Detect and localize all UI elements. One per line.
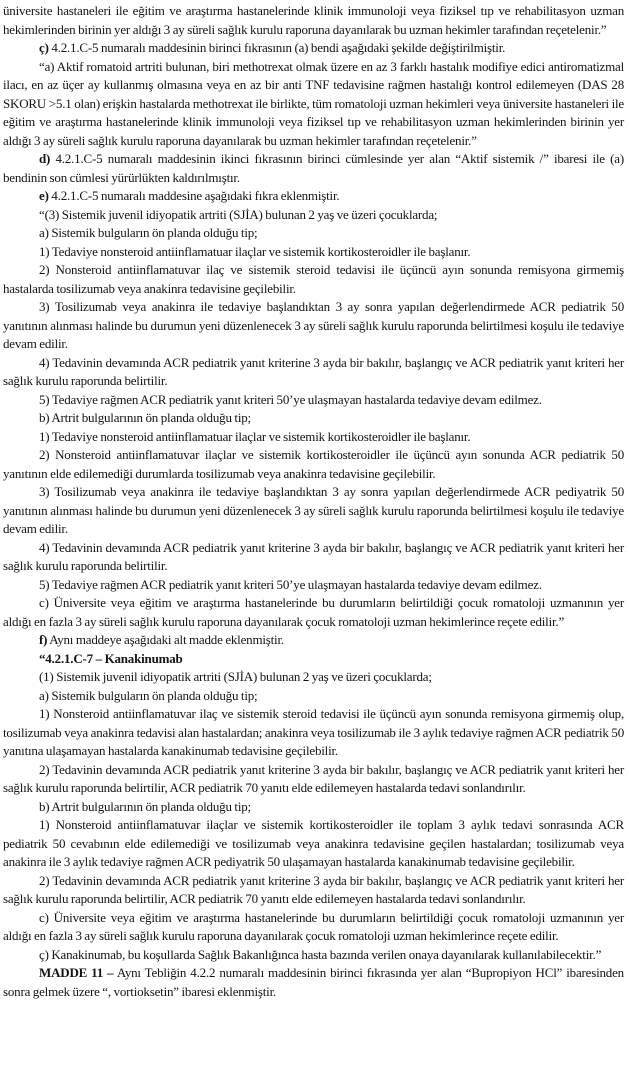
paragraph	[3, 946, 624, 965]
paragraph-lead: d)	[39, 151, 51, 166]
paragraph-text: “a) Aktif romatoid artriti bulunan, biri methotrexat olmak üzere en az 3 farklı hastalık modifiye edici antiromatizmal ilacı, en az üçer ay kullanmış olmasına veya en az bir anti TNF tedavisine rağmen hastalığı kontrol edilemeyen (DAS 28 SKORU >5.1 olan) erişkin hastalarda methotrexat ile birlikte, tüm romatoloji uzman hekimleri veya üniversite hastaneleri ile eğitim ve araştırma hastanelerinde klinik immunoloji veya fiziksel tıp ve rehabilitasyon uzman hekimlerinden birinin yer aldığı 3 ay süreli sağlık kurulu raporuna dayanılarak bu uzman hekimler tarafından reçetelenir.”	[3, 58, 624, 148]
paragraph	[3, 391, 624, 410]
paragraph	[3, 798, 624, 817]
paragraph-text: ç) Kanakinumab, bu koşullarda Sağlık Bakanlığınca hasta bazında verilen onaya dayanılarak kullanılabilecektir.”	[39, 946, 602, 962]
paragraph	[3, 872, 624, 909]
paragraph	[3, 261, 624, 298]
paragraph-text: 2) Tedavinin devamında ACR pediatrik yanıt kriterine 3 ayda bir bakılır, başlangıç ve ACR pediatrik yanıt kriteri her sağlık kurulu raporunda belirtilir, ACR pediatrik 70 yanıtı elde edilemeyen hastalarda tedavi sonlandırılır.	[3, 761, 624, 795]
paragraph-text: 1) Tedaviye nonsteroid antiinflamatuar ilaçlar ve sistemik kortikosteroidler ile başlanır.	[39, 428, 471, 444]
paragraph-text: b) Artrit bulgularının ön planda olduğu tip;	[39, 798, 251, 814]
paragraph	[3, 909, 624, 946]
paragraph	[3, 483, 624, 539]
paragraph	[3, 539, 624, 576]
paragraph-text: c) Üniversite veya eğitim ve araştırma hastanelerinde bu durumların belirtildiği çocuk romatoloji uzmanının yer aldığı en fazla 3 ay süreli sağlık kurulu raporuna dayanılarak çocuk romatoloji uzman hekimlerince reçete edilir.”	[3, 595, 624, 629]
paragraph-text: üniversite hastaneleri ile eğitim ve araştırma hastanelerinde klinik immunoloji veya fiziksel tıp ve rehabilitasyon uzman hekimlerinden birinin yer aldığı 3 ay süreli sağlık kurulu raporuna dayanılarak bu uzman hekimler tarafından reçetelenir.”	[3, 3, 624, 37]
paragraph	[3, 964, 624, 1001]
paragraph-text: 1) Nonsteroid antiinflamatuvar ilaç ve sistemik steroid tedavisi ile üçüncü ayın sonunda remisyona girmemiş olup, tosilizumab veya anakinra tedavisi alan hastalardan; anakinra veya tosilizumab ile 3 aylık tedaviye rağmen ACR pediatrik 50 yanıtına ulaşamayan hastalarda kanakinumab tedavisine geçilebilir.	[3, 706, 624, 758]
paragraph-lead: e)	[39, 188, 49, 203]
paragraph-text: 1) Tedaviye nonsteroid antiinflamatuar ilaçlar ve sistemik kortikosteroidler ile başlanır.	[39, 243, 471, 259]
paragraph-text: b) Artrit bulgularının ön planda olduğu tip;	[39, 410, 251, 425]
paragraph-text: Aynı maddeye aşağıdaki alt madde eklenmiştir.	[47, 632, 284, 647]
paragraph	[3, 576, 624, 595]
paragraph-text: 2) Nonsteroid antiinflamatuvar ilaçlar ve sistemik kortikosteroidler ile üçüncü ayın sonunda ACR pediatrik 50 yanıtının elde edilemediği durumlarda tosilizumab veya anakinra tedavisine geçilebilir.	[3, 447, 624, 481]
paragraph-text: 4.2.1.C-5 numaralı maddesinin ikinci fıkrasının birinci cümlesinde yer alan “Aktif sistemik /” ibaresi ile (a) bendinin son cümlesi yürürlükten kaldırılmıştır.	[3, 151, 624, 185]
paragraph	[3, 687, 624, 706]
paragraph-text: c) Üniversite veya eğitim ve araştırma hastanelerinde bu durumların belirtildiği çocuk romatoloji uzmanının yer aldığı en fazla 3 ay süreli sağlık kurulu raporuna dayanılarak çocuk romatoloji uzman hekimlerince reçete edilir.	[3, 909, 624, 943]
paragraph	[3, 39, 624, 58]
paragraph-text: Aynı Tebliğin 4.2.2 numaralı maddesinin birinci fıkrasında yer alan “Bupropiyon HCl” ibaresinden sonra gelmek üzere “, vortioksetin” ibaresi eklenmiştir.	[3, 965, 624, 999]
paragraph	[3, 2, 624, 39]
paragraph-text: 4.2.1.C-5 numaralı maddesinin birinci fıkrasının (a) bendi aşağıdaki şekilde değiştirilmiştir.	[48, 40, 506, 55]
paragraph-text: 5) Tedaviye rağmen ACR pediatrik yanıt kriteri 50’ye ulaşmayan hastalarda tedaviye devam edilmez.	[39, 391, 542, 407]
paragraph	[3, 150, 624, 187]
paragraph-lead: MADDE 11 –	[39, 965, 114, 980]
paragraph	[3, 58, 624, 151]
paragraph-text: 3) Tosilizumab veya anakinra ile tedaviye başlandıktan 3 ay sonra yapılan değerlendirmede ACR pediatrik 50 yanıtının alınması halinde bu durumun yeni düzenlenecek 3 ay süreli sağlık kurulu raporunda belirtilmesi koşulu ile tedaviye devam edilir.	[3, 299, 624, 351]
paragraph-heading	[3, 650, 624, 669]
paragraph	[3, 187, 624, 206]
paragraph	[3, 631, 624, 650]
paragraph	[3, 409, 624, 428]
paragraph-text: 4) Tedavinin devamında ACR pediatrik yanıt kriterine 3 ayda bir bakılır, başlangıç ve ACR pediatrik yanıt kriteri her sağlık kurulu raporunda belirtilir.	[3, 539, 624, 573]
paragraph	[3, 816, 624, 872]
paragraph	[3, 761, 624, 798]
paragraph	[3, 224, 624, 243]
paragraph-text: 2) Tedavinin devamında ACR pediatrik yanıt kriterine 3 ayda bir bakılır, başlangıç ve ACR pediatrik yanıt kriteri her sağlık kurulu raporunda belirtilir, ACR pediatrik 70 yanıtı elde edilemeyen hastalarda tedavi sonlandırılır.	[3, 872, 624, 906]
paragraph-text: a) Sistemik bulguların ön planda olduğu tip;	[39, 225, 258, 240]
paragraph-lead: “4.2.1.C-7 – Kanakinumab	[39, 650, 183, 666]
paragraph	[3, 243, 624, 262]
paragraph-text: “(3) Sistemik juvenil idiyopatik artriti (SJİA) bulunan 2 yaş ve üzeri çocuklarda;	[39, 206, 438, 222]
paragraph	[3, 206, 624, 225]
paragraph	[3, 298, 624, 354]
paragraph-lead: f)	[39, 632, 48, 647]
paragraph	[3, 446, 624, 483]
paragraph-text: 4.2.1.C-5 numaralı maddesine aşağıdaki fıkra eklenmiştir.	[48, 188, 340, 203]
paragraph-text: 1) Nonsteroid antiinflamatuvar ilaçlar ve sistemik kortikosteroidler ile toplam 3 aylık tedavi sonrasında ACR pediatrik 50 cevabının elde edilemediği ve tosilizumab veya anakinra tedavisine geçilen hastalardan; tosilizumab veya anakinra ile 3 aylık tedaviye rağmen ACR pediyatrik 50 ulaşamayan hastalarda kanakinumab tedavisine geçilebilir.	[3, 817, 624, 869]
paragraph-text: 5) Tedaviye rağmen ACR pediatrik yanıt kriteri 50’ye ulaşmayan hastalarda tedaviye devam edilmez.	[39, 576, 542, 592]
paragraph-text: a) Sistemik bulguların ön planda olduğu tip;	[39, 687, 258, 703]
paragraph	[3, 428, 624, 447]
paragraph	[3, 668, 624, 687]
paragraph-text: 4) Tedavinin devamında ACR pediatrik yanıt kriterine 3 ayda bir bakılır, başlangıç ve ACR pediatrik yanıt kriteri her sağlık kurulu raporunda belirtilir.	[3, 354, 624, 388]
paragraph-text: 2) Nonsteroid antiinflamatuvar ilaç ve sistemik steroid tedavisi ile üçüncü ayın sonunda remisyona girmemiş hastalarda tosilizumab veya anakinra tedavisine geçilebilir.	[3, 262, 624, 296]
paragraph	[3, 354, 624, 391]
paragraph	[3, 705, 624, 761]
paragraph-text: 3) Tosilizumab veya anakinra ile tedaviye başlandıktan 3 ay sonra yapılan değerlendirmede ACR pediyatrik 50 yanıtının alınması halinde bu durumun yeni düzenlenecek 3 ay süreli sağlık kurulu raporunda belirtilmesi koşulu ile tedaviye devam edilir.	[3, 484, 624, 536]
paragraph-text: (1) Sistemik juvenil idiyopatik artriti (SJİA) bulunan 2 yaş ve üzeri çocuklarda;	[39, 669, 432, 684]
paragraph-lead: ç)	[39, 40, 49, 55]
paragraph	[3, 594, 624, 631]
